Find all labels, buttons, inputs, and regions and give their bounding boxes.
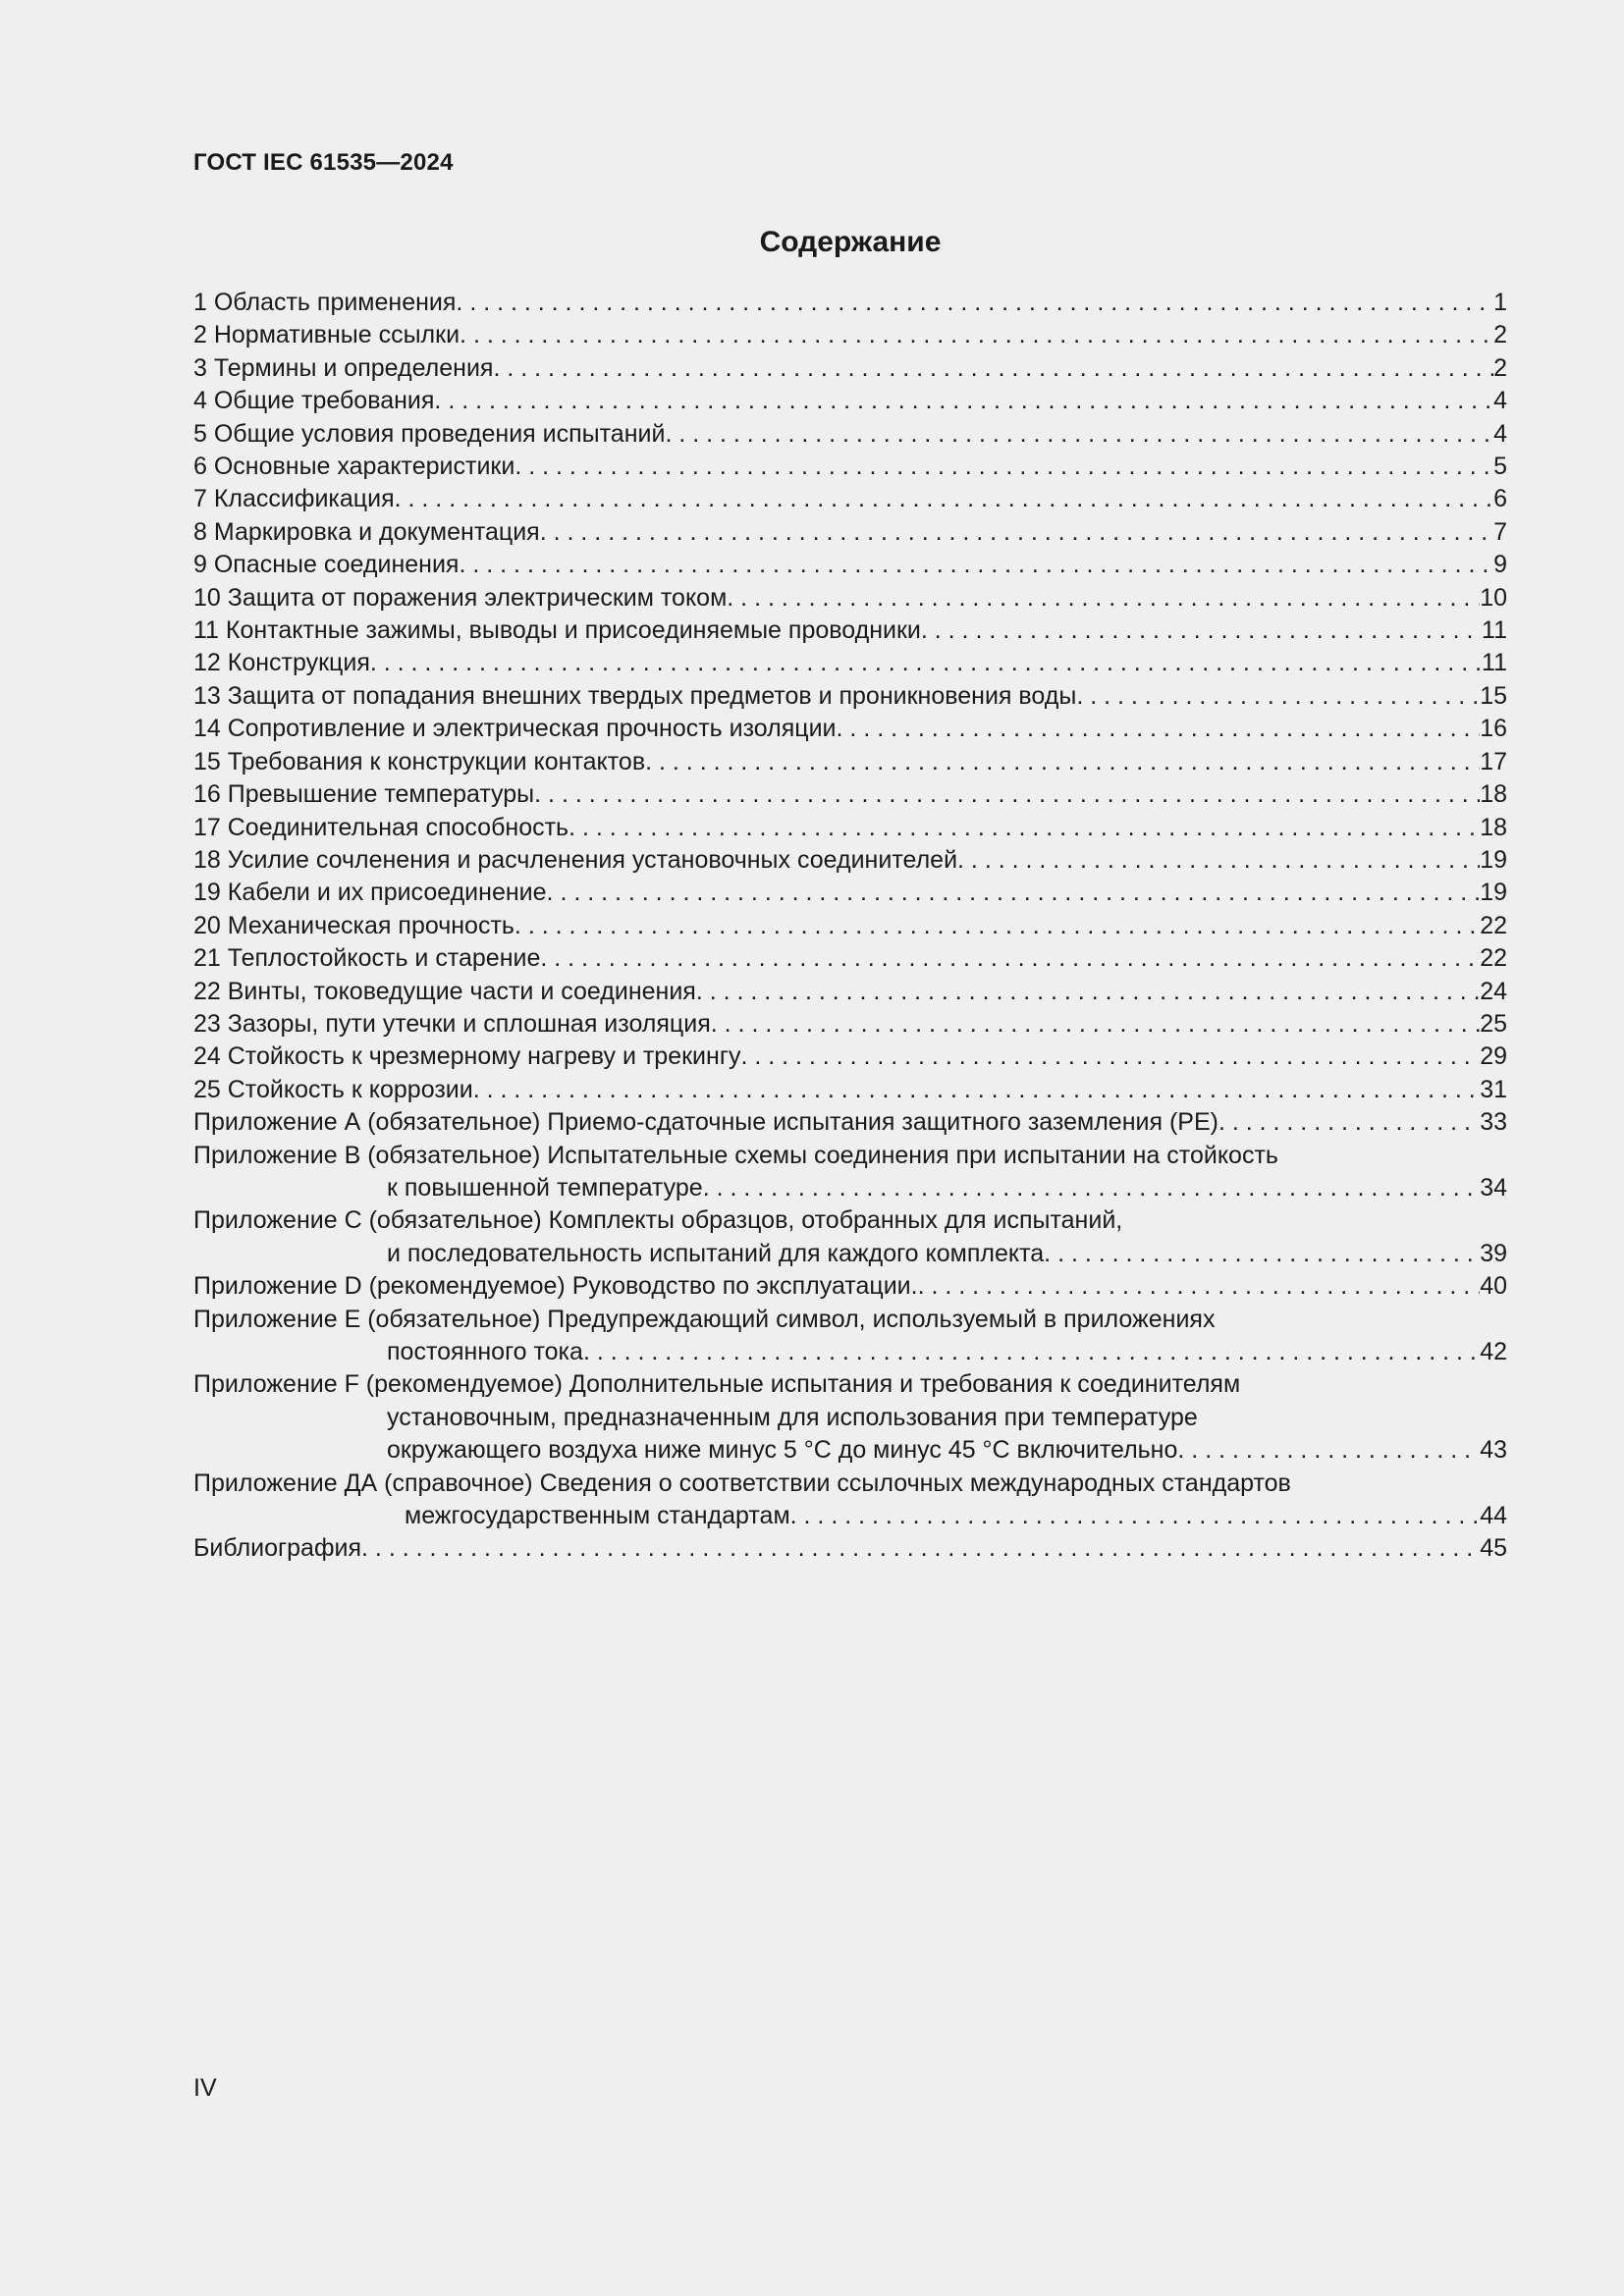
toc-page-number: 2 (1493, 319, 1507, 351)
toc-line (193, 647, 1507, 679)
toc-page-number: 15 (1480, 680, 1507, 713)
dot-leader (460, 319, 1493, 351)
toc-entry[interactable] (193, 680, 1507, 713)
dot-leader (1177, 1434, 1480, 1467)
toc-entry-title: постоянного тока (387, 1336, 583, 1368)
toc-page-number: 44 (1480, 1500, 1507, 1532)
toc-entry[interactable] (193, 549, 1507, 581)
toc-entry[interactable] (193, 319, 1507, 351)
toc-entry-title: Приложение Е (обязательное) Предупреждающий символ, используемый в приложениях (193, 1304, 1215, 1336)
toc-page-number: 4 (1493, 385, 1507, 417)
toc-annex-entry[interactable] (193, 1532, 1507, 1565)
toc-annex-entry[interactable] (193, 1204, 1507, 1270)
dot-leader (456, 287, 1493, 319)
toc-entry[interactable] (193, 352, 1507, 385)
toc-entry[interactable] (193, 451, 1507, 483)
toc-entry-title: 5 Общие условия проведения испытаний (193, 418, 665, 451)
toc-page-number: 4 (1493, 418, 1507, 451)
toc-line (193, 1238, 1507, 1270)
toc-page-number: 2 (1493, 352, 1507, 385)
toc-entry[interactable] (193, 713, 1507, 745)
toc-entry[interactable] (193, 385, 1507, 417)
toc-page-number: 5 (1493, 451, 1507, 483)
toc-entry[interactable] (193, 844, 1507, 877)
toc-line (193, 1204, 1507, 1237)
dot-leader (540, 942, 1480, 975)
toc-line (193, 1270, 1507, 1303)
toc-line (193, 582, 1507, 614)
toc-line (193, 1434, 1507, 1467)
toc-entry-title: Библиография (193, 1532, 361, 1565)
toc-page-number: 45 (1480, 1532, 1507, 1565)
toc-entry-title: к повышенной температуре (387, 1172, 703, 1204)
dot-leader (434, 385, 1493, 417)
dot-leader (568, 812, 1480, 844)
toc-line (193, 812, 1507, 844)
toc-line (193, 1140, 1507, 1172)
toc-entry[interactable] (193, 582, 1507, 614)
toc-page-number: 19 (1480, 844, 1507, 877)
toc-line (193, 319, 1507, 351)
toc-page-number: 10 (1480, 582, 1507, 614)
toc-entry-title: 20 Механическая прочность (193, 910, 514, 942)
toc-entry-title: 9 Опасные соединения (193, 549, 459, 581)
toc-entry[interactable] (193, 1074, 1507, 1106)
dot-leader (1076, 680, 1480, 713)
toc-page-number: 22 (1480, 942, 1507, 975)
toc-line (193, 844, 1507, 877)
toc-page-number: 22 (1480, 910, 1507, 942)
toc-line (193, 746, 1507, 778)
toc-line (193, 483, 1507, 515)
toc-entry-title: 1 Область применения (193, 287, 456, 319)
toc-line (193, 614, 1507, 647)
toc-line (193, 976, 1507, 1008)
toc-page-number: 9 (1493, 549, 1507, 581)
toc-entry-title: 11 Контактные зажимы, выводы и присоединяемые проводники (193, 614, 921, 647)
toc-entry[interactable] (193, 516, 1507, 549)
toc-page-number: 39 (1480, 1238, 1507, 1270)
toc-entry-title: 19 Кабели и их присоединение (193, 877, 547, 909)
toc-line (193, 910, 1507, 942)
dot-leader (370, 647, 1482, 679)
toc-entry-title: межгосударственным стандартам (405, 1500, 790, 1532)
toc-page-number: 24 (1480, 976, 1507, 1008)
dot-leader (740, 1041, 1480, 1073)
toc-entry-title: 2 Нормативные ссылки (193, 319, 460, 351)
toc-entry-title: Приложение А (обязательное) Приемо-сдаточные испытания защитного заземления (PE) (193, 1106, 1218, 1139)
dot-leader (459, 549, 1493, 581)
toc-page-number: 29 (1480, 1041, 1507, 1073)
toc-entry[interactable] (193, 287, 1507, 319)
toc-line (193, 418, 1507, 451)
toc-line (193, 1368, 1507, 1401)
toc-entry-title: и последовательность испытаний для каждого комплекта (387, 1238, 1044, 1270)
toc-entry-title: 25 Стойкость к коррозии (193, 1074, 473, 1106)
toc-line (193, 549, 1507, 581)
dot-leader (921, 614, 1482, 647)
toc-line (193, 1041, 1507, 1073)
toc-line (193, 352, 1507, 385)
toc-annex-entry[interactable] (193, 1106, 1507, 1139)
dot-leader (665, 418, 1493, 451)
dot-leader (361, 1532, 1480, 1565)
toc-page-number: 1 (1493, 287, 1507, 319)
dot-leader (727, 582, 1480, 614)
dot-leader (473, 1074, 1480, 1106)
toc-page-number: 18 (1480, 778, 1507, 811)
toc-line (193, 385, 1507, 417)
toc-page-number: 19 (1480, 877, 1507, 909)
toc-entry[interactable] (193, 812, 1507, 844)
toc-page-number: 43 (1480, 1434, 1507, 1467)
toc-entry-title: 18 Усилие сочленения и расчленения установочных соединителей (193, 844, 957, 877)
toc-line (193, 1500, 1507, 1532)
toc-line (193, 451, 1507, 483)
toc-line (193, 713, 1507, 745)
toc-page-number: 18 (1480, 812, 1507, 844)
toc-entry-title: 7 Классификация (193, 483, 395, 515)
toc-entry-title: Приложение С (обязательное) Комплекты образцов, отобранных для испытаний, (193, 1204, 1122, 1237)
document-header: ГОСТ IEC 61535—2024 (193, 149, 454, 176)
toc-line (193, 1008, 1507, 1041)
toc-page-number: 16 (1480, 713, 1507, 745)
toc-entry-title: 14 Сопротивление и электрическая прочность изоляции (193, 713, 837, 745)
table-of-contents (193, 287, 1507, 1566)
toc-entry-title: 15 Требования к конструкции контактов (193, 746, 645, 778)
toc-entry-title: Приложение D (рекомендуемое) Руководство по эксплуатации. (193, 1270, 918, 1303)
toc-page-number: 17 (1480, 746, 1507, 778)
toc-entry-title: Приложение F (рекомендуемое) Дополнительные испытания и требования к соединителям (193, 1368, 1240, 1401)
dot-leader (837, 713, 1481, 745)
toc-entry[interactable] (193, 418, 1507, 451)
dot-leader (395, 483, 1493, 515)
toc-entry-title: 8 Маркировка и документация (193, 516, 540, 549)
toc-entry-title: 13 Защита от попадания внешних твердых предметов и проникновения воды (193, 680, 1076, 713)
toc-line (193, 778, 1507, 811)
toc-annex-entry[interactable] (193, 1140, 1507, 1205)
toc-annex-entry[interactable] (193, 1304, 1507, 1369)
toc-entry[interactable] (193, 910, 1507, 942)
toc-annex-entry[interactable] (193, 1468, 1507, 1533)
toc-entry[interactable] (193, 942, 1507, 975)
toc-entry[interactable] (193, 877, 1507, 909)
toc-entry-title: окружающего воздуха ниже минус 5 °С до минус 45 °С включительно (387, 1434, 1177, 1467)
toc-entry-title: Приложение В (обязательное) Испытательные схемы соединения при испытании на стойкость (193, 1140, 1278, 1172)
toc-page-number: 34 (1480, 1172, 1507, 1204)
toc-entry[interactable] (193, 1008, 1507, 1041)
toc-line (193, 516, 1507, 549)
dot-leader (1044, 1238, 1480, 1270)
toc-entry[interactable] (193, 614, 1507, 647)
toc-entry-title: 24 Стойкость к чрезмерному нагреву и трекингу (193, 1041, 740, 1073)
dot-leader (534, 778, 1480, 811)
toc-line (193, 287, 1507, 319)
toc-line (193, 680, 1507, 713)
dot-leader (1218, 1106, 1480, 1139)
toc-entry-title: 10 Защита от поражения электрическим током (193, 582, 727, 614)
toc-entry-title: 21 Теплостойкость и старение (193, 942, 540, 975)
dot-leader (711, 1008, 1480, 1041)
toc-page-number: 11 (1482, 647, 1507, 679)
toc-entry-title: Приложение ДА (справочное) Сведения о соответствии ссылочных международных стандартов (193, 1468, 1291, 1500)
toc-entry[interactable] (193, 483, 1507, 515)
toc-line (193, 1336, 1507, 1368)
toc-entry-title: установочным, предназначенным для использования при температуре (387, 1402, 1198, 1434)
toc-entry-title: 4 Общие требования (193, 385, 434, 417)
toc-line (193, 1532, 1507, 1565)
dot-leader (514, 451, 1493, 483)
dot-leader (790, 1500, 1481, 1532)
toc-line (193, 877, 1507, 909)
toc-line (193, 1172, 1507, 1204)
dot-leader (583, 1336, 1480, 1368)
toc-page-number: 11 (1482, 614, 1507, 647)
dot-leader (540, 516, 1493, 549)
page-number: IV (193, 2074, 217, 2102)
toc-entry-title: 23 Зазоры, пути утечки и сплошная изоляция (193, 1008, 711, 1041)
dot-leader (514, 910, 1480, 942)
toc-line (193, 1468, 1507, 1500)
toc-annex-entry[interactable] (193, 1270, 1507, 1303)
toc-section-list (193, 287, 1507, 1106)
toc-line (193, 1304, 1507, 1336)
toc-entry[interactable] (193, 746, 1507, 778)
toc-annex-entry[interactable] (193, 1368, 1507, 1467)
toc-line (193, 1402, 1507, 1434)
dot-leader (696, 976, 1480, 1008)
toc-page-number: 7 (1493, 516, 1507, 549)
toc-entry-title: 3 Термины и определения (193, 352, 493, 385)
toc-page-number: 33 (1480, 1106, 1507, 1139)
toc-page-number: 31 (1480, 1074, 1507, 1106)
toc-title: Содержание (759, 226, 942, 258)
dot-leader (703, 1172, 1481, 1204)
toc-entry-title: 16 Превышение температуры (193, 778, 534, 811)
toc-page-number: 25 (1480, 1008, 1507, 1041)
toc-entry-title: 22 Винты, токоведущие части и соединения (193, 976, 696, 1008)
toc-entry-title: 6 Основные характеристики (193, 451, 514, 483)
toc-line (193, 1106, 1507, 1139)
toc-page-number: 40 (1480, 1270, 1507, 1303)
toc-entry[interactable] (193, 976, 1507, 1008)
toc-page-number: 6 (1493, 483, 1507, 515)
toc-entry[interactable] (193, 778, 1507, 811)
toc-line (193, 942, 1507, 975)
toc-entry-title: 12 Конструкция (193, 647, 370, 679)
dot-leader (547, 877, 1481, 909)
toc-entry[interactable] (193, 1041, 1507, 1073)
dot-leader (918, 1270, 1481, 1303)
toc-entry-title: 17 Соединительная способность (193, 812, 568, 844)
toc-page-number: 42 (1480, 1336, 1507, 1368)
toc-line (193, 1074, 1507, 1106)
dot-leader (645, 746, 1480, 778)
toc-annex-list (193, 1106, 1507, 1566)
toc-entry[interactable] (193, 647, 1507, 679)
dot-leader (957, 844, 1480, 877)
dot-leader (493, 352, 1493, 385)
